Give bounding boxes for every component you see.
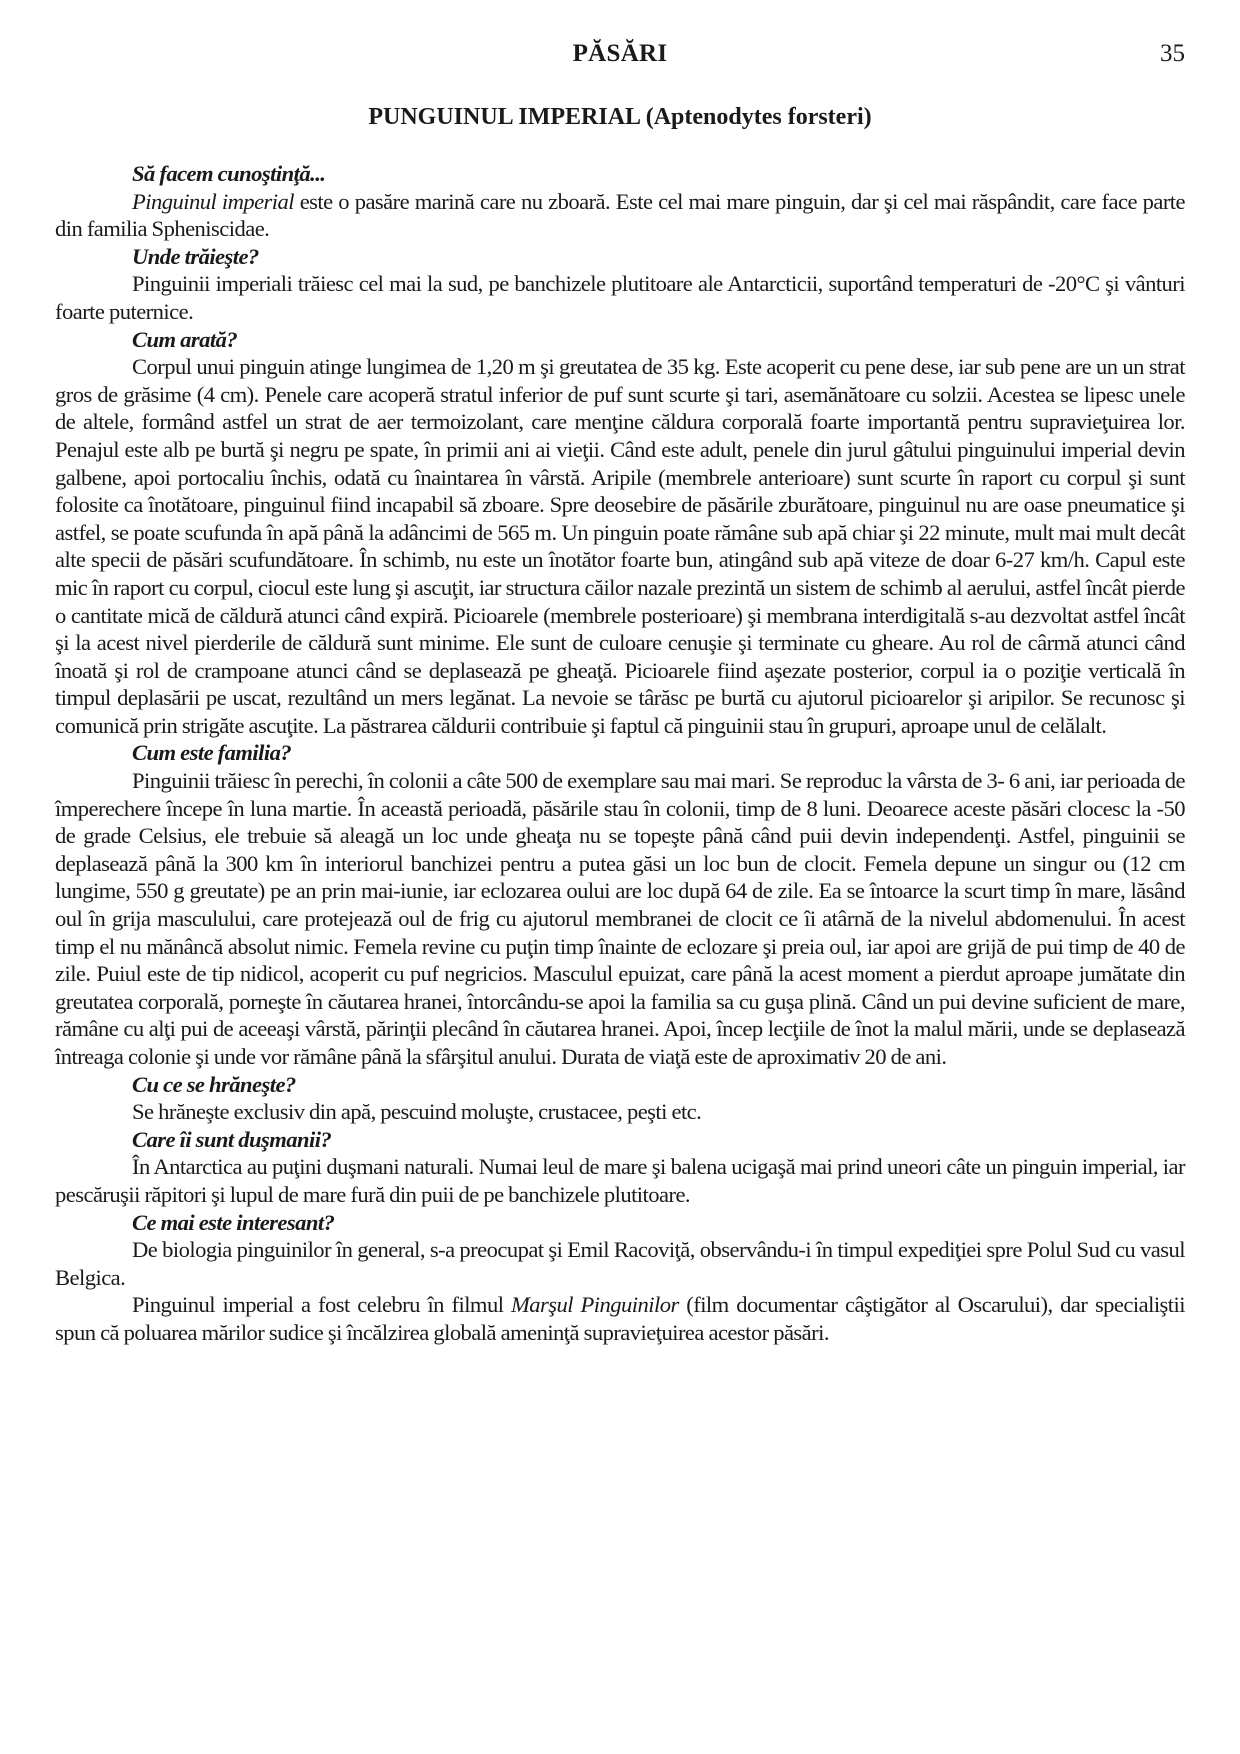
species-name-italic: Pinguinul imperial: [132, 188, 295, 214]
section-heading-predators: Care îi sunt duşmanii?: [132, 1126, 332, 1152]
film-title-italic: Marşul Pinguinilor: [511, 1292, 679, 1318]
paragraph-habitat: Pinguinii imperiali trăiesc cel mai la sud, pe banchizele plutitoare ale Antarcticii, suportând temperaturi de -20°C şi vânturi foarte puternice.: [55, 271, 1185, 324]
article-body: [55, 160, 1185, 1347]
section-heading-diet: Cu ce se hrăneşte?: [132, 1071, 296, 1097]
article-title: PUNGUINUL IMPERIAL (Aptenodytes forsteri): [368, 104, 872, 130]
section-heading-appearance: Cum arată?: [132, 326, 238, 352]
section-heading-habitat: Unde trăieşte?: [132, 243, 259, 269]
running-head: [55, 40, 1185, 76]
paragraph-racovita: De biologia pinguinilor în general, s-a preocupat şi Emil Racoviţă, observându-i în timpul expediţiei spre Polul Sud cu vasul Belgica.: [55, 1237, 1185, 1290]
section-heading-family: Cum este familia?: [132, 740, 292, 766]
paragraph-film: [55, 1291, 1185, 1346]
running-title: PĂSĂRI: [572, 40, 668, 67]
section-heading-interesting-facts: Ce mai este interesant?: [132, 1209, 335, 1235]
paragraph-appearance: Corpul unui pinguin atinge lungimea de 1,20 m şi greutatea de 35 kg. Este acoperit cu pene dese, iar sub pene are un un strat gros de grăsime (4 cm). Penele care acoperă stratul inferior de puf sunt scurte şi tari, asemănătoare cu solzii. Acestea se lipesc unele de altele, formând astfel un strat de aer termoizolant, care menţine căldura corporală foarte importantă pentru supravieţuirea lor. Penajul este alb pe burtă şi negru pe spate, în primii ani ai vieţii. Când este adult, penele din jurul gâtului pinguinului imperial devin galbene, apoi portocaliu închis, odată cu înaintarea în vârstă. Aripile (membrele anterioare) sunt scurte în raport cu corpul şi sunt folosite ca înotătoare, pinguinul fiind incapabil să zboare. Spre deosebire de păsările zburătoare, pinguinul nu are oase pneumatice şi astfel, se poate scufunda în apă până la adâncimi de 565 m. Un pinguin poate rămâne sub apă chiar şi 22 minute, mult mai mult decât alte specii de păsări scufundătoare. În schimb, nu este un înotător foarte bun, atingând sub apă viteze de doar 6-27 km/h. Capul este mic în raport cu corpul, ciocul este lung şi ascuţit, iar structura căilor nazale prezintă un sistem de schimb al aerului, astfel încât pierde o cantitate mică de căldură atunci când expiră. Picioarele (membrele posterioare) şi membrana interdigitală s-au dezvoltat astfel încât şi la acest nivel pierderile de căldură sunt minime. Ele sunt de culoare cenuşie şi terminate cu gheare. Au rol de cârmă atunci când înoată şi rol de crampoane atunci când se deplasează pe gheaţă. Picioarele fiind aşezate posterior, corpul ia o poziţie verticală în timpul deplasării pe uscat, rezultând un mers legănat. La nevoie se târăsc pe burtă cu ajutorul picioarelor şi aripilor. Se recunosc şi comunică prin strigăte ascuţite. La păstrarea căldurii contribuie şi faptul că pinguinii stau în grupuri, aproape unul de celălalt.: [55, 354, 1185, 738]
page-number: 35: [1160, 40, 1185, 67]
paragraph-diet: Se hrăneşte exclusiv din apă, pescuind moluşte, crustacee, peşti etc.: [132, 1099, 702, 1125]
paragraph-text-after: (film documentar câştigător al Oscarului), dar specialiştii spun că poluarea mărilor sudice şi încălzirea globală ameninţă supravieţuirea acestor păsări.: [55, 1292, 1185, 1345]
section-heading-introduction: Să facem cunoştinţă...: [132, 161, 326, 186]
paragraph-text: este o pasăre marină care nu zboară. Este cel mai mare pinguin, dar şi cel mai răspândit, care face parte din familia Spheniscidae.: [55, 188, 1186, 242]
paragraph-text: Pinguinul imperial a fost celebru în filmul: [132, 1292, 511, 1318]
paragraph-predators: În Antarctica au puţini duşmani naturali. Numai leul de mare şi balena ucigaşă mai prind uneori câte un pinguin imperial, iar pescăruşii răpitori şi lupul de mare fură din puii de pe banchizele plutitoare.: [55, 1154, 1185, 1207]
paragraph-family: Pinguinii trăiesc în perechi, în colonii a câte 500 de exemplare sau mai mari. Se reproduc la vârsta de 3- 6 ani, iar perioada de împerechere începe în luna martie. În această perioadă, păsările stau în colonii, timp de 8 luni. Deoarece aceste păsări clocesc la -50 de grade Celsius, ele trebuie să aleagă un loc unde gheaţa nu se topeşte până când puii devin independenţi. Astfel, pinguinii se deplasează până la 300 km în interiorul banchizei pentru a putea găsi un loc bun de clocit. Femela depune un singur ou (12 cm lungime, 550 g greutate) pe an prin mai-iunie, iar eclozarea oului are loc după 64 de zile. Ea se întoarce la scurt timp în mare, lăsând oul în grija masculului, care protejează oul de frig cu ajutorul membranei de clocit ce îi atârnă de la nivelul abdomenului. În acest timp el nu mănâncă absolut nimic. Femela revine cu puţin timp înainte de eclozare şi preia oul, iar apoi are grijă de pui timp de 40 de zile. Puiul este de tip nidicol, acoperit cu puf negricios. Masculul epuizat, care până la acest moment a pierdut aproape jumătate din greutatea corporală, porneşte în căutarea hranei, întorcându-se apoi la familia sa cu guşa plină. Când un pui devine suficient de mare, rămâne cu alţi pui de aceeaşi vârstă, părinţii plecând în căutarea hranei. Apoi, încep lecţiile de înot la malul mării, unde se deplasează întreaga colonie şi unde vor rămâne până la sfârşitul anului. Durata de viaţă este de aproximativ 20 de ani.: [55, 768, 1185, 1069]
paragraph-introduction: [55, 188, 1185, 243]
